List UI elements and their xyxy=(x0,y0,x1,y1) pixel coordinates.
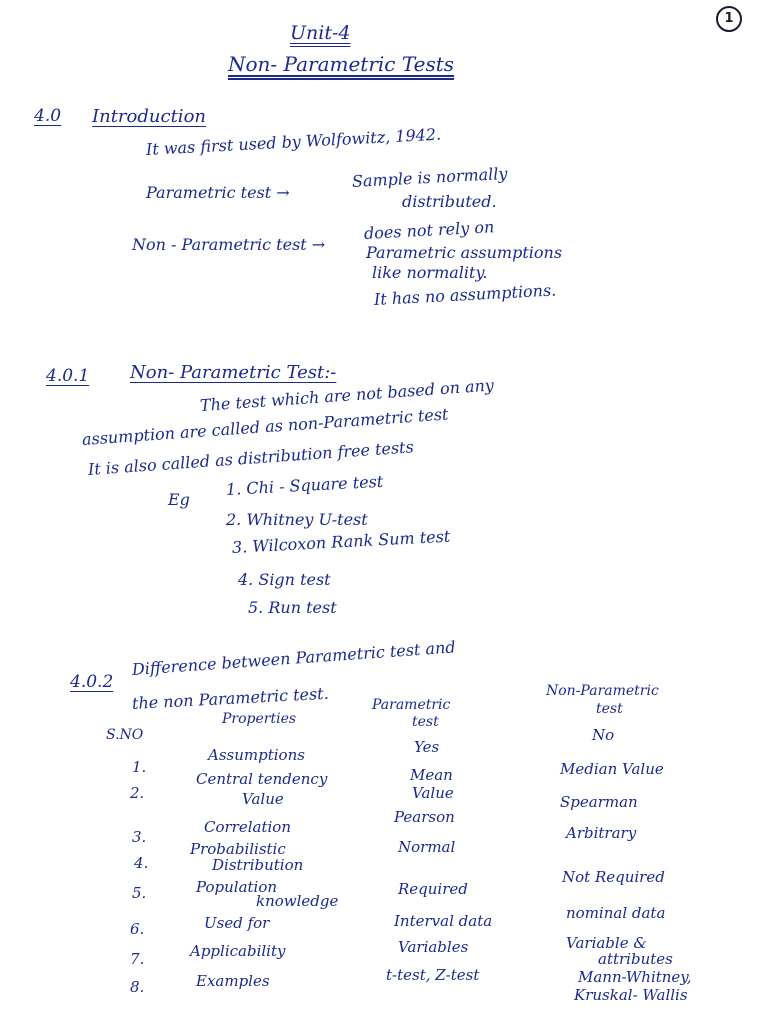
intro-line-1: It was first used by Wolfowitz, 1942. xyxy=(145,124,442,159)
table-cell-nonparametric: nominal data xyxy=(566,904,666,922)
table-cell-nonparametric: Mann-Whitney, xyxy=(578,968,692,986)
section-401-line-2: assumption are called as non-Parametric test xyxy=(81,404,449,449)
table-cell-property: Probabilistic xyxy=(190,840,286,858)
table-cell-property: Correlation xyxy=(204,818,291,836)
nonparametric-desc-4: It has no assumptions. xyxy=(373,280,557,309)
table-cell-sno: 5. xyxy=(132,884,147,902)
table-cell-nonparametric: Not Required xyxy=(562,868,665,886)
table-cell-property: Population xyxy=(196,878,278,896)
table-header-nonparametric-2: test xyxy=(596,701,623,717)
intro-number: 4.0 xyxy=(34,106,62,126)
page-number: 1 xyxy=(716,6,742,32)
table-cell-nonparametric-line2: Kruskal- Wallis xyxy=(574,986,688,1004)
section-401-number: 4.0.1 xyxy=(46,366,90,386)
table-cell-parametric: Yes xyxy=(414,738,440,756)
table-cell-property: Applicability xyxy=(190,942,286,960)
table-cell-property-line2: Distribution xyxy=(212,856,304,874)
table-cell-sno: 3. xyxy=(132,828,147,846)
section-402-number: 4.0.2 xyxy=(70,672,114,692)
parametric-label: Parametric test → xyxy=(146,183,290,202)
table-header-nonparametric: Non-Parametric xyxy=(546,683,659,699)
parametric-desc-2: distributed. xyxy=(402,192,497,211)
table-cell-sno: 4. xyxy=(134,854,149,872)
example-item: 1. Chi - Square test xyxy=(225,471,384,499)
table-cell-property-line2: knowledge xyxy=(256,892,339,910)
table-cell-sno: 2. xyxy=(130,784,145,802)
examples-label: Eg xyxy=(168,490,190,509)
table-header-sno: S.NO xyxy=(106,727,144,743)
section-402-heading-1: Difference between Parametric test and xyxy=(131,637,457,679)
table-cell-sno: 1. xyxy=(132,758,147,776)
table-cell-parametric: Normal xyxy=(398,838,456,856)
table-cell-parametric: Required xyxy=(398,880,468,898)
table-cell-property: Used for xyxy=(204,914,270,932)
table-cell-nonparametric: Arbitrary xyxy=(566,824,637,842)
intro-heading: Introduction xyxy=(92,106,206,127)
table-cell-nonparametric: Median Value xyxy=(560,760,664,778)
example-item: 4. Sign test xyxy=(238,570,331,589)
section-401-heading: Non- Parametric Test:- xyxy=(130,362,337,383)
table-cell-parametric: Pearson xyxy=(394,808,455,826)
example-item: 2. Whitney U-test xyxy=(226,510,368,529)
table-cell-property: Central tendency xyxy=(196,770,328,788)
table-header-properties: Properties xyxy=(222,711,297,727)
table-cell-nonparametric-line2: Spearman xyxy=(560,793,638,811)
section-402-heading-2: the non Parametric test. xyxy=(131,683,330,713)
table-header-parametric-2: test xyxy=(412,714,439,730)
example-item: 5. Run test xyxy=(248,598,337,617)
table-cell-nonparametric: No xyxy=(592,726,615,744)
table-cell-nonparametric-line2: attributes xyxy=(598,950,673,968)
page-title: Non- Parametric Tests xyxy=(228,52,455,76)
table-cell-nonparametric: Variable & xyxy=(566,934,647,952)
table-cell-parametric: Interval data xyxy=(394,912,493,930)
table-cell-property: Assumptions xyxy=(208,746,305,764)
table-cell-parametric: Mean xyxy=(410,766,453,784)
example-item: 3. Wilcoxon Rank Sum test xyxy=(231,526,451,557)
nonparametric-desc-3: like normality. xyxy=(372,263,488,282)
table-header-parametric: Parametric xyxy=(372,697,451,713)
table-cell-parametric: t-test, Z-test xyxy=(386,966,480,984)
table-cell-parametric-line2: Value xyxy=(412,784,454,802)
section-401-line-3: It is also called as distribution free tests xyxy=(87,437,415,479)
parametric-desc-1: Sample is normally xyxy=(351,163,508,191)
nonparametric-desc-2: Parametric assumptions xyxy=(366,243,563,262)
section-401-line-1: The test which are not based on any xyxy=(199,375,495,415)
table-cell-property: Examples xyxy=(196,972,270,990)
unit-heading: Unit-4 xyxy=(290,22,351,44)
table-cell-parametric: Variables xyxy=(398,938,469,956)
table-cell-sno: 8. xyxy=(130,978,145,996)
nonparametric-desc-1: does not rely on xyxy=(363,217,495,243)
table-cell-sno: 6. xyxy=(130,920,145,938)
table-cell-sno: 7. xyxy=(130,950,145,968)
table-cell-property-line2: Value xyxy=(242,790,284,808)
nonparametric-label: Non - Parametric test → xyxy=(132,235,326,254)
